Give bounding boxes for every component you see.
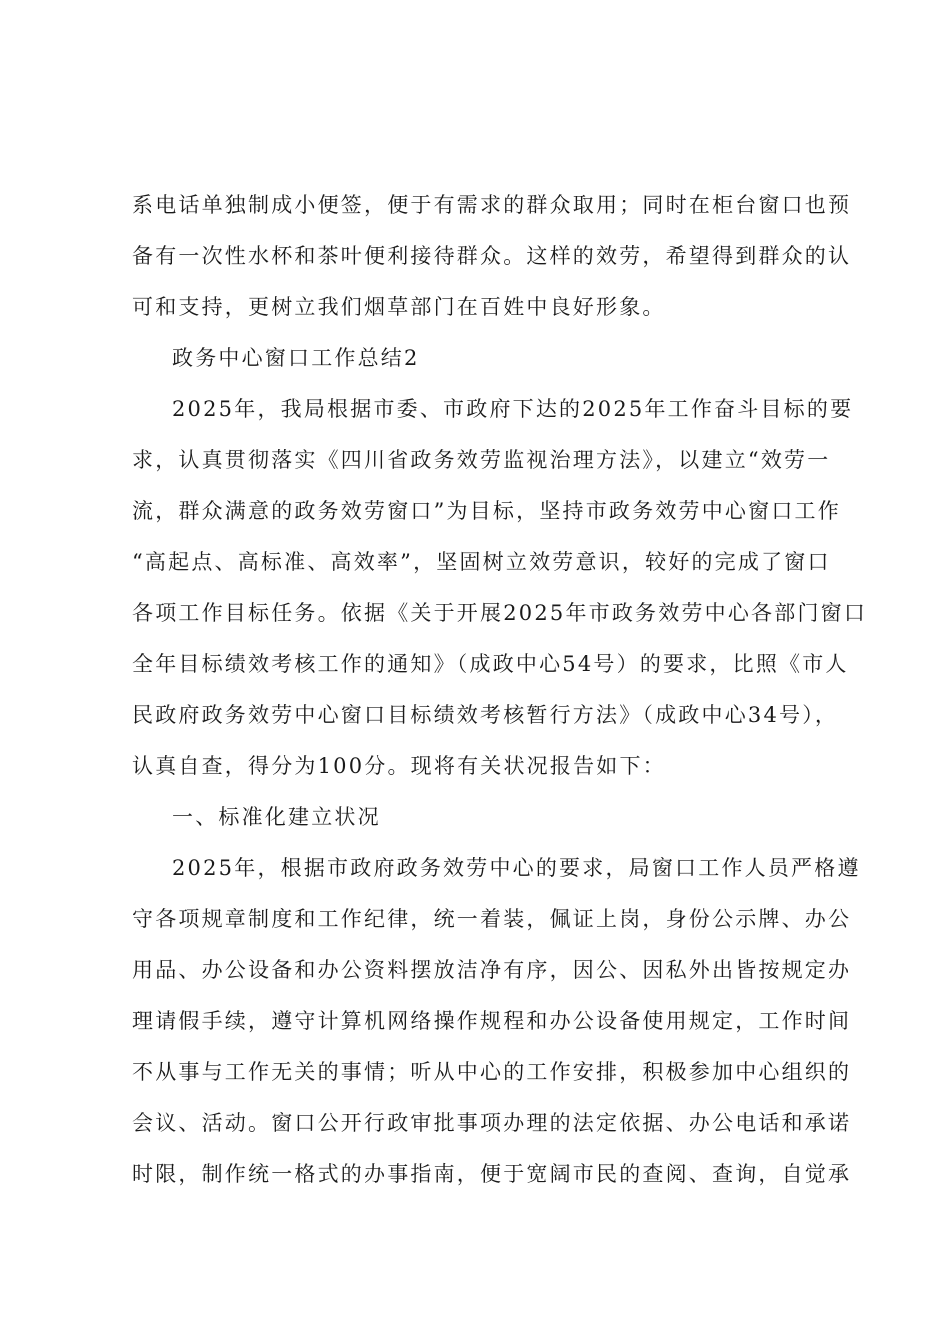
paragraph-line: 2025年，我局根据市委、市政府下达的2025年工作奋斗目标的要 <box>172 397 854 421</box>
paragraph-line: 系电话单独制成小便签，便于有需求的群众取用；同时在柜台窗口也预 <box>132 193 852 217</box>
section-heading: 政务中心窗口工作总结2 <box>172 346 420 370</box>
paragraph-line: 备有一次性水杯和茶叶便利接待群众。这样的效劳，希望得到群众的认 <box>132 244 852 268</box>
paragraph-line: 守各项规章制度和工作纪律，统一着装，佩证上岗，身份公示牌、办公 <box>132 907 852 931</box>
paragraph-line: “高起点、高标准、高效率”，坚固树立效劳意识，较好的完成了窗口 <box>132 550 831 574</box>
paragraph-line: 全年目标绩效考核工作的通知》（成政中心54号）的要求，比照《市人 <box>132 652 849 676</box>
paragraph-line: 各项工作目标任务。依据《关于开展2025年市政务效劳中心各部门窗口 <box>132 601 868 625</box>
paragraph-line: 用品、办公设备和办公资料摆放洁净有序，因公、因私外出皆按规定办 <box>132 958 852 982</box>
paragraph-line: 民政府政务效劳中心窗口目标绩效考核暂行方法》（成政中心34号）， <box>132 703 839 727</box>
paragraph-line: 认真自查，得分为100分。现将有关状况报告如下： <box>132 754 666 778</box>
paragraph-line: 求，认真贯彻落实《四川省政务效劳监视治理方法》，以建立“效劳一 <box>132 448 831 472</box>
section-heading: 一、标准化建立状况 <box>172 805 381 829</box>
paragraph-line: 时限，制作统一格式的办事指南，便于宽阔市民的查阅、查询，自觉承 <box>132 1162 852 1186</box>
paragraph-line: 不从事与工作无关的事情；听从中心的工作安排，积极参加中心组织的 <box>132 1060 852 1084</box>
paragraph-line: 会议、活动。窗口公开行政审批事项办理的法定依据、办公电话和承诺 <box>132 1111 852 1135</box>
paragraph-line: 理请假手续，遵守计算机网络操作规程和办公设备使用规定，工作时间 <box>132 1009 852 1033</box>
paragraph-line: 2025年，根据市政府政务效劳中心的要求，局窗口工作人员严格遵 <box>172 856 861 880</box>
paragraph-line: 流，群众满意的政务效劳窗口”为目标，坚持市政务效劳中心窗口工作 <box>132 499 841 523</box>
paragraph-line: 可和支持，更树立我们烟草部门在百姓中良好形象。 <box>132 295 666 319</box>
